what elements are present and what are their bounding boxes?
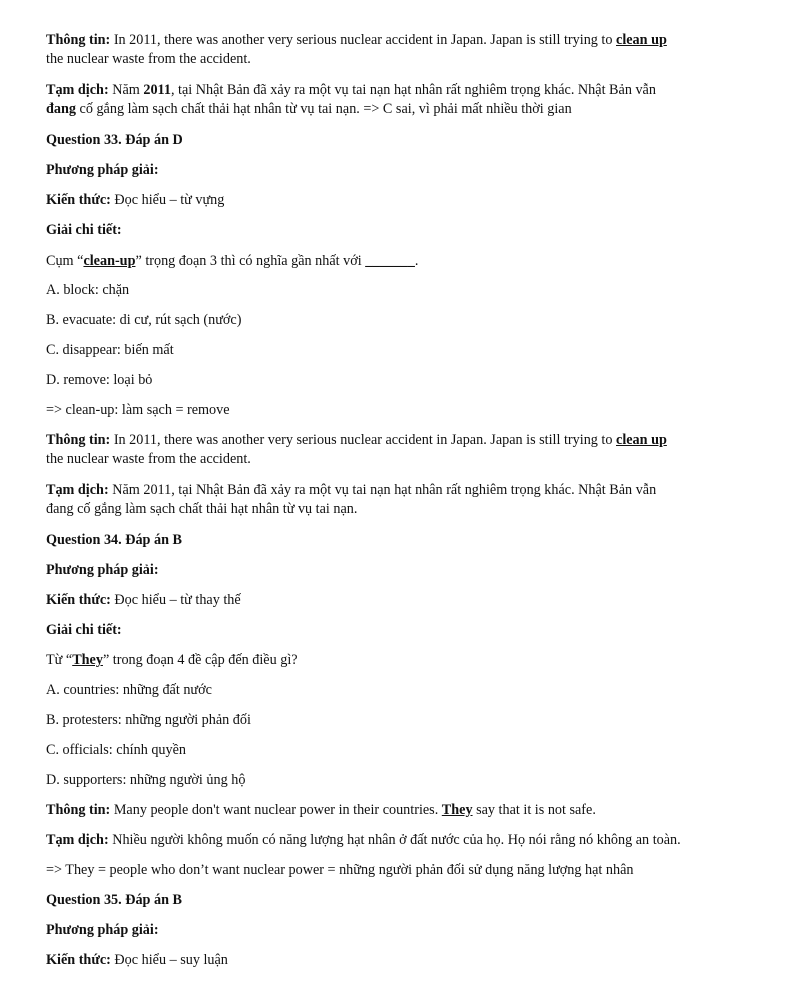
q34-conclusion: => They = people who don’t want nuclear power = những người phản đối sử dụng năng lượng hạt nhân [46, 862, 634, 878]
q34-option-a: A. countries: những đất nước [46, 682, 212, 698]
translation-paragraph-line2: đang cố gắng làm sạch chất thải hạt nhân từ vụ tai nạn. => C sai, vì phải mất nhiều thời gian [46, 101, 572, 117]
question-34-title: Question 34. Đáp án B [46, 532, 182, 548]
q33-translation-line1: Tạm dịch: Năm 2011, tại Nhật Bản đã xảy ra một vụ tai nạn hạt nhân rất nghiêm trọng khác. Nhật Bản vẫn [46, 482, 657, 498]
info-paragraph-line1: Thông tin: In 2011, there was another very serious nuclear accident in Japan. Japan is still trying to clean up [46, 32, 667, 48]
q33-translation-line2: đang cố gắng làm sạch chất thải hạt nhân từ vụ tai nạn. [46, 501, 358, 517]
q34-option-b: B. protesters: những người phản đối [46, 712, 251, 728]
q34-option-d: D. supporters: những người ủng hộ [46, 772, 246, 788]
q34-translation: Tạm dịch: Nhiều người không muốn có năng lượng hạt nhân ở đất nước của họ. Họ nói rằng nó không an toàn. [46, 832, 681, 848]
q33-detail-heading: Giải chi tiết: [46, 222, 122, 238]
q33-info-line1: Thông tin: In 2011, there was another very serious nuclear accident in Japan. Japan is still trying to clean up [46, 432, 667, 448]
q33-option-b: B. evacuate: di cư, rút sạch (nước) [46, 312, 242, 328]
q33-option-d: D. remove: loại bỏ [46, 372, 153, 388]
q35-method-heading: Phương pháp giải: [46, 922, 159, 938]
q34-question: Từ “They” trong đoạn 4 đề cập đến điều gì? [46, 652, 298, 668]
q33-knowledge: Kiến thức: Đọc hiểu – từ vựng [46, 192, 225, 208]
q34-option-c: C. officials: chính quyền [46, 742, 187, 758]
question-33-title: Question 33. Đáp án D [46, 132, 183, 148]
q33-method-heading: Phương pháp giải: [46, 162, 159, 178]
q34-method-heading: Phương pháp giải: [46, 562, 159, 578]
q33-info-line2: the nuclear waste from the accident. [46, 451, 251, 467]
info-paragraph-line2: the nuclear waste from the accident. [46, 51, 251, 67]
translation-paragraph-line1: Tạm dịch: Năm 2011, tại Nhật Bản đã xảy ra một vụ tai nạn hạt nhân rất nghiêm trọng khác. Nhật Bản vẫn [46, 82, 656, 98]
q33-conclusion: => clean-up: làm sạch = remove [46, 402, 230, 418]
q33-option-a: A. block: chặn [46, 282, 130, 298]
q34-knowledge: Kiến thức: Đọc hiểu – từ thay thế [46, 592, 241, 608]
q33-question: Cụm “clean-up” trọng đoạn 3 thì có nghĩa gần nhất với _______. [46, 253, 419, 269]
q34-detail-heading: Giải chi tiết: [46, 622, 122, 638]
q35-knowledge: Kiến thức: Đọc hiểu – suy luận [46, 952, 228, 968]
q34-info: Thông tin: Many people don't want nuclear power in their countries. They say that it is not safe. [46, 802, 596, 818]
question-35-title: Question 35. Đáp án B [46, 892, 182, 908]
q33-option-c: C. disappear: biến mất [46, 342, 174, 358]
